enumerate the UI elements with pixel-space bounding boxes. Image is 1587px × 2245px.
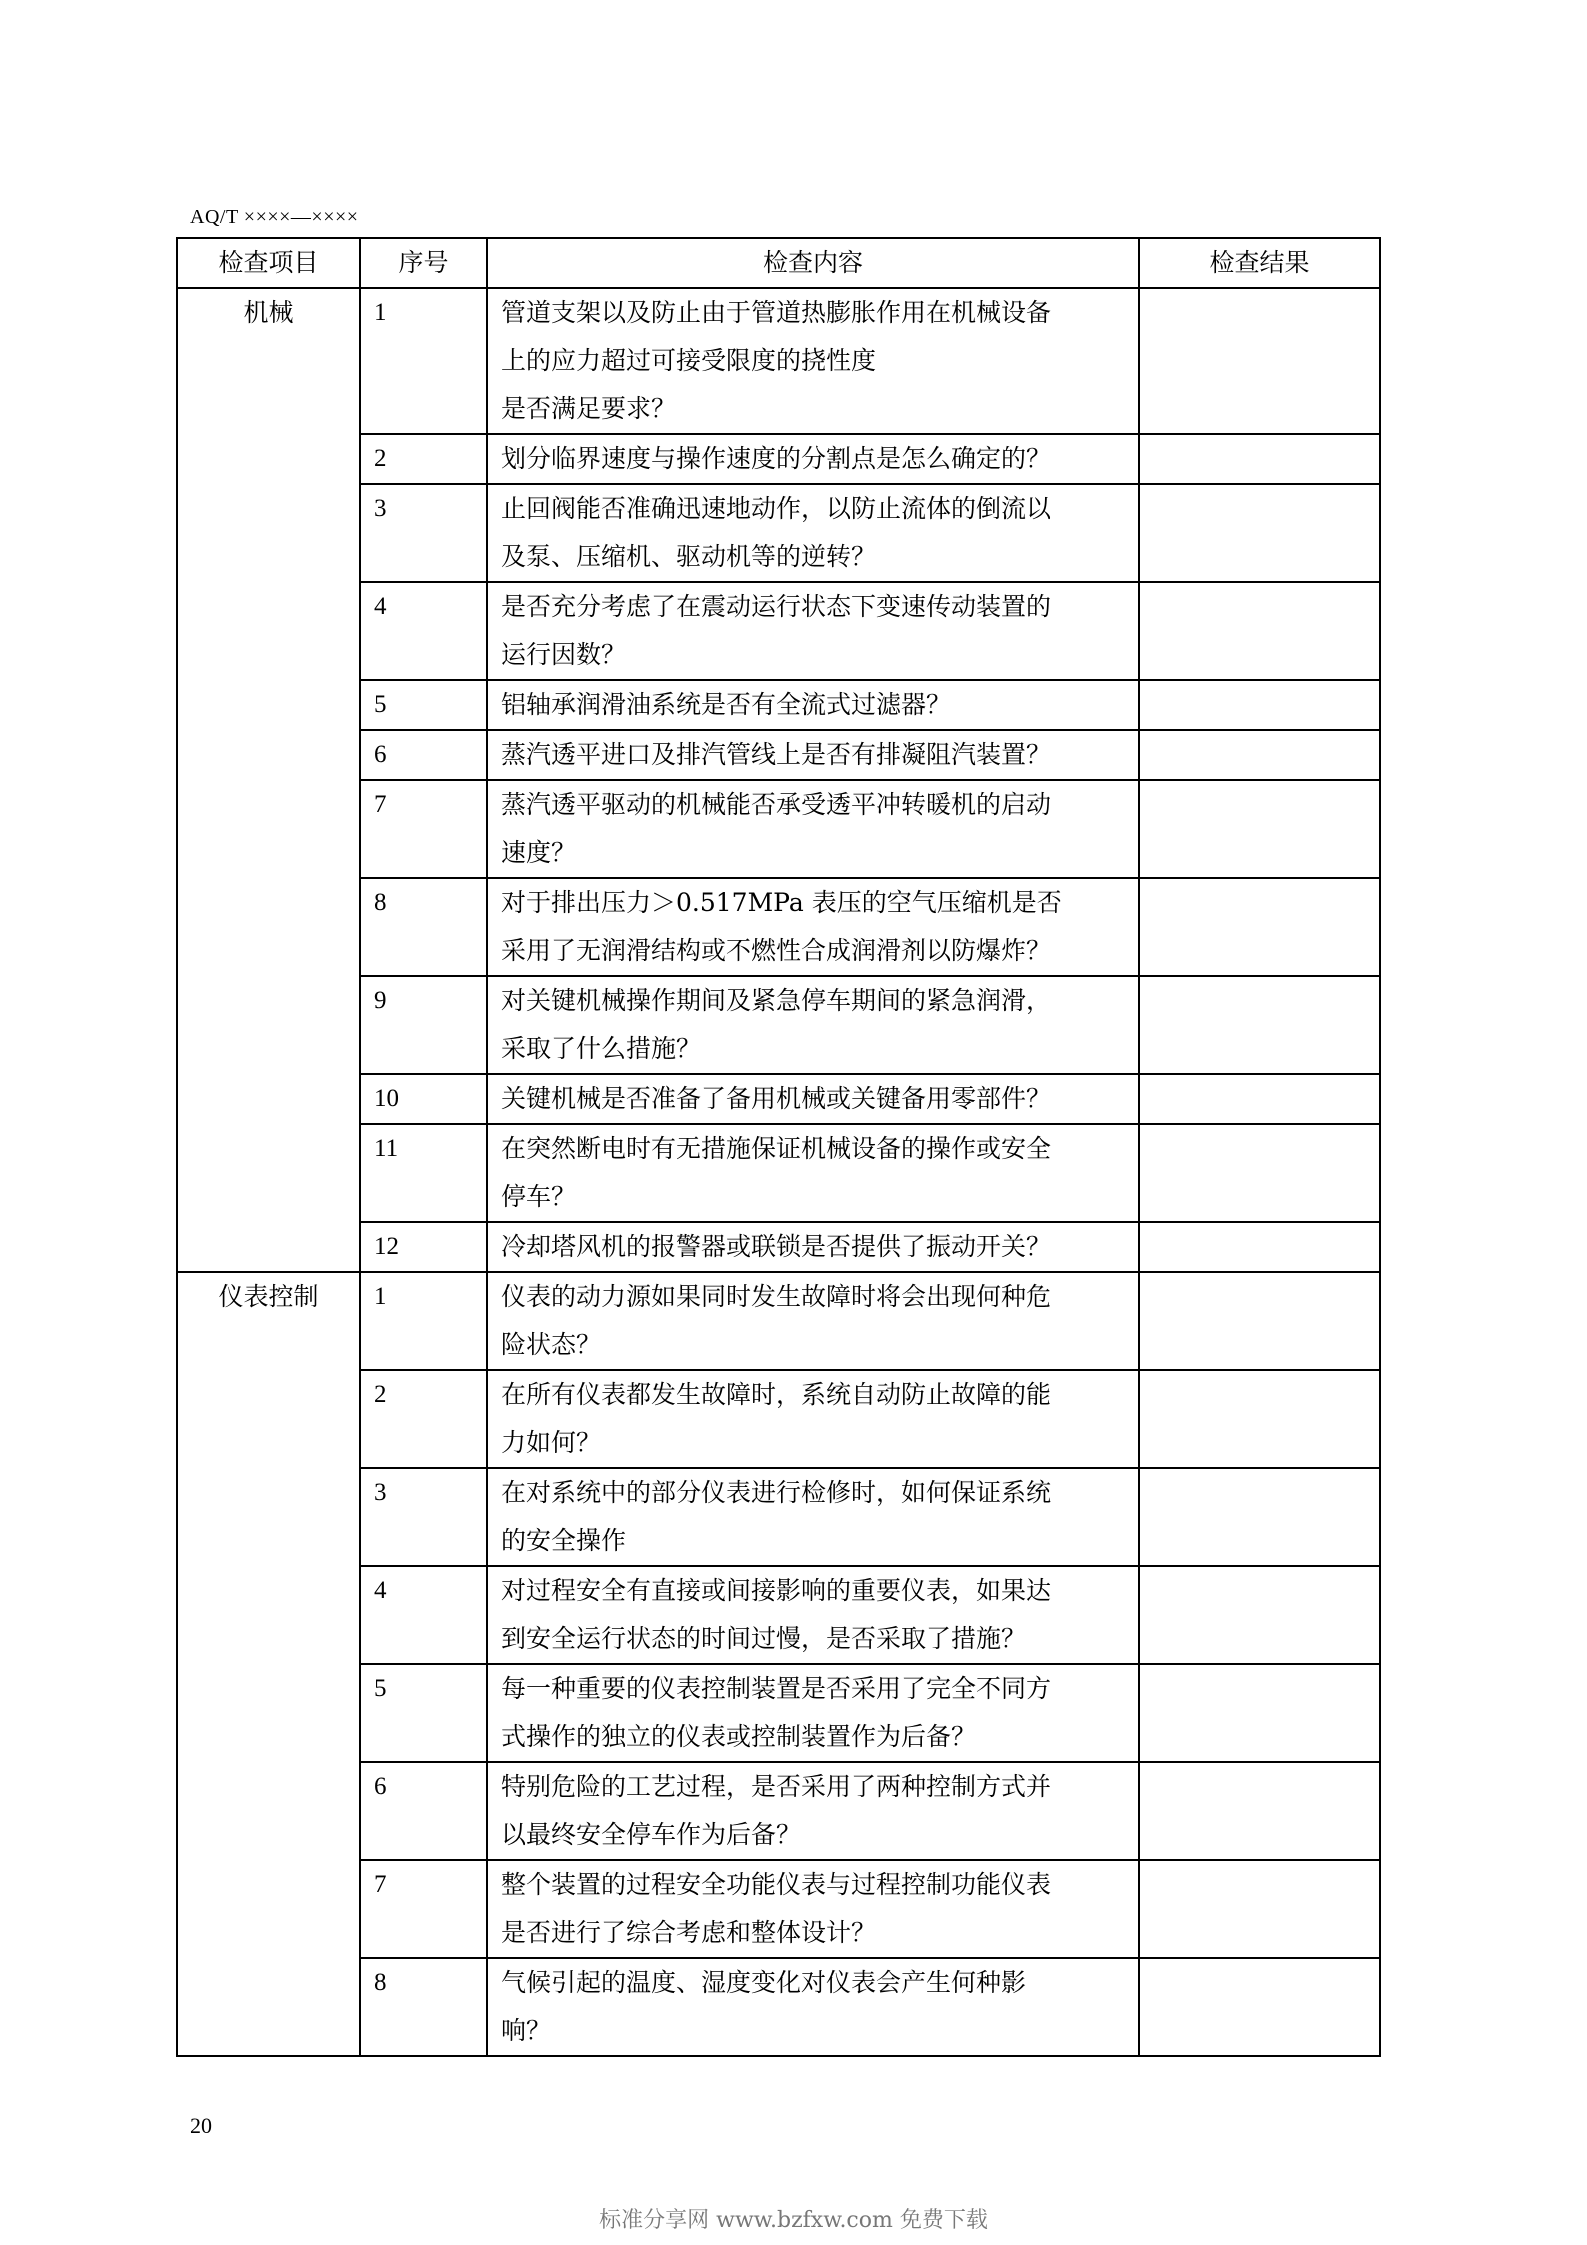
item-number: 5 [360,680,487,730]
content-line: 在所有仪表都发生故障时，系统自动防止故障的能 [501,1380,1052,1409]
item-content [487,1468,1139,1566]
content-line: 及泵、压缩机、驱动机等的逆转？ [501,542,877,571]
item-number: 10 [360,1074,487,1124]
content-line: 仪表的动力源如果同时发生故障时将会出现何种危 [501,1282,1052,1311]
item-content [487,1222,1139,1272]
result-cell[interactable] [1139,976,1380,1074]
content-line: 在对系统中的部分仪表进行检修时，如何保证系统 [501,1478,1052,1507]
result-cell[interactable] [1139,288,1380,434]
content-line: 响？ [501,2016,552,2045]
item-content [487,780,1139,878]
result-cell[interactable] [1139,1664,1380,1762]
item-content [487,434,1139,484]
item-number: 1 [360,288,487,434]
content-line: 是否满足要求？ [501,394,677,423]
content-line: 速度？ [501,838,577,867]
content-line: 式操作的独立的仪表或控制装置作为后备？ [501,1722,977,1751]
result-cell[interactable] [1139,878,1380,976]
content-line: 停车？ [501,1182,577,1211]
item-number: 3 [360,1468,487,1566]
content-line: 对于排出压力＞0.517MPa 表压的空气压缩机是否 [501,888,1062,917]
item-content [487,976,1139,1074]
item-content [487,582,1139,680]
content-line: 运行因数？ [501,640,627,669]
item-number: 8 [360,1958,487,2056]
header-result: 检查结果 [1139,238,1380,288]
result-cell[interactable] [1139,1222,1380,1272]
category-cell: 仪表控制 [177,1272,360,2056]
result-cell[interactable] [1139,1860,1380,1958]
content-line: 在突然断电时有无措施保证机械设备的操作或安全 [501,1134,1052,1163]
content-line: 关键机械是否准备了备用机械或关键备用零部件？ [501,1084,1052,1113]
item-number: 6 [360,1762,487,1860]
content-line: 力如何？ [501,1428,602,1457]
result-cell[interactable] [1139,1074,1380,1124]
document-code: AQ/T ××××—×××× [190,206,359,228]
result-cell[interactable] [1139,730,1380,780]
header-category: 检查项目 [177,238,360,288]
content-line: 整个装置的过程安全功能仪表与过程控制功能仪表 [501,1870,1052,1899]
item-content [487,484,1139,582]
result-cell[interactable] [1139,1468,1380,1566]
header-content: 检查内容 [487,238,1139,288]
content-line: 到安全运行状态的时间过慢，是否采取了措施？ [501,1624,1027,1653]
item-content [487,1370,1139,1468]
content-line: 采取了什么措施？ [501,1034,702,1063]
content-line: 气候引起的温度、湿度变化对仪表会产生何种影 [501,1968,1027,1997]
result-cell[interactable] [1139,1566,1380,1664]
result-cell[interactable] [1139,680,1380,730]
content-line: 对过程安全有直接或间接影响的重要仪表，如果达 [501,1576,1052,1605]
checklist-table [176,237,1381,2057]
item-content [487,1272,1139,1370]
result-cell[interactable] [1139,1272,1380,1370]
item-number: 12 [360,1222,487,1272]
item-number: 2 [360,1370,487,1468]
item-content [487,1958,1139,2056]
table-header-row [177,238,1380,288]
content-line: 管道支架以及防止由于管道热膨胀作用在机械设备 [501,298,1052,327]
content-line: 划分临界速度与操作速度的分割点是怎么确定的？ [501,444,1052,473]
content-line: 对关键机械操作期间及紧急停车期间的紧急润滑， [501,986,1052,1015]
item-content [487,1124,1139,1222]
item-content [487,1074,1139,1124]
content-line: 是否充分考虑了在震动运行状态下变速传动装置的 [501,592,1052,621]
item-number: 7 [360,1860,487,1958]
table-row [177,288,1380,434]
item-content [487,1566,1139,1664]
item-number: 4 [360,582,487,680]
page-number: 20 [190,2113,212,2138]
item-content [487,1762,1139,1860]
header-number: 序号 [360,238,487,288]
category-cell: 机械 [177,288,360,1272]
item-content [487,1664,1139,1762]
content-line: 是否进行了综合考虑和整体设计？ [501,1918,877,1947]
watermark: 标准分享网 www.bzfxw.com 免费下载 [599,2208,988,2233]
table-body [177,288,1380,2056]
item-number: 6 [360,730,487,780]
content-line: 冷却塔风机的报警器或联锁是否提供了振动开关？ [501,1232,1052,1261]
content-line: 以最终安全停车作为后备？ [501,1820,802,1849]
result-cell[interactable] [1139,1958,1380,2056]
content-line: 蒸汽透平进口及排汽管线上是否有排凝阻汽装置？ [501,740,1052,769]
item-number: 11 [360,1124,487,1222]
item-number: 2 [360,434,487,484]
content-line: 止回阀能否准确迅速地动作，以防止流体的倒流以 [501,494,1052,523]
table-row [177,1272,1380,1370]
item-number: 4 [360,1566,487,1664]
result-cell[interactable] [1139,434,1380,484]
content-line: 特别危险的工艺过程，是否采用了两种控制方式并 [501,1772,1052,1801]
item-content [487,1860,1139,1958]
content-line: 采用了无润滑结构或不燃性合成润滑剂以防爆炸？ [501,936,1052,965]
result-cell[interactable] [1139,1124,1380,1222]
item-content [487,288,1139,434]
content-line: 每一种重要的仪表控制装置是否采用了完全不同方 [501,1674,1052,1703]
content-line: 险状态？ [501,1330,602,1359]
item-content [487,730,1139,780]
result-cell[interactable] [1139,484,1380,582]
item-number: 5 [360,1664,487,1762]
item-number: 8 [360,878,487,976]
content-line: 铝轴承润滑油系统是否有全流式过滤器？ [501,690,952,719]
content-line: 蒸汽透平驱动的机械能否承受透平冲转暖机的启动 [501,790,1052,819]
result-cell[interactable] [1139,780,1380,878]
result-cell[interactable] [1139,1370,1380,1468]
item-number: 3 [360,484,487,582]
result-cell[interactable] [1139,582,1380,680]
item-number: 1 [360,1272,487,1370]
item-number: 7 [360,780,487,878]
item-content [487,680,1139,730]
content-line: 的安全操作 [501,1526,627,1555]
item-content [487,878,1139,976]
content-line: 上的应力超过可接受限度的挠性度 [501,346,877,375]
result-cell[interactable] [1139,1762,1380,1860]
item-number: 9 [360,976,487,1074]
